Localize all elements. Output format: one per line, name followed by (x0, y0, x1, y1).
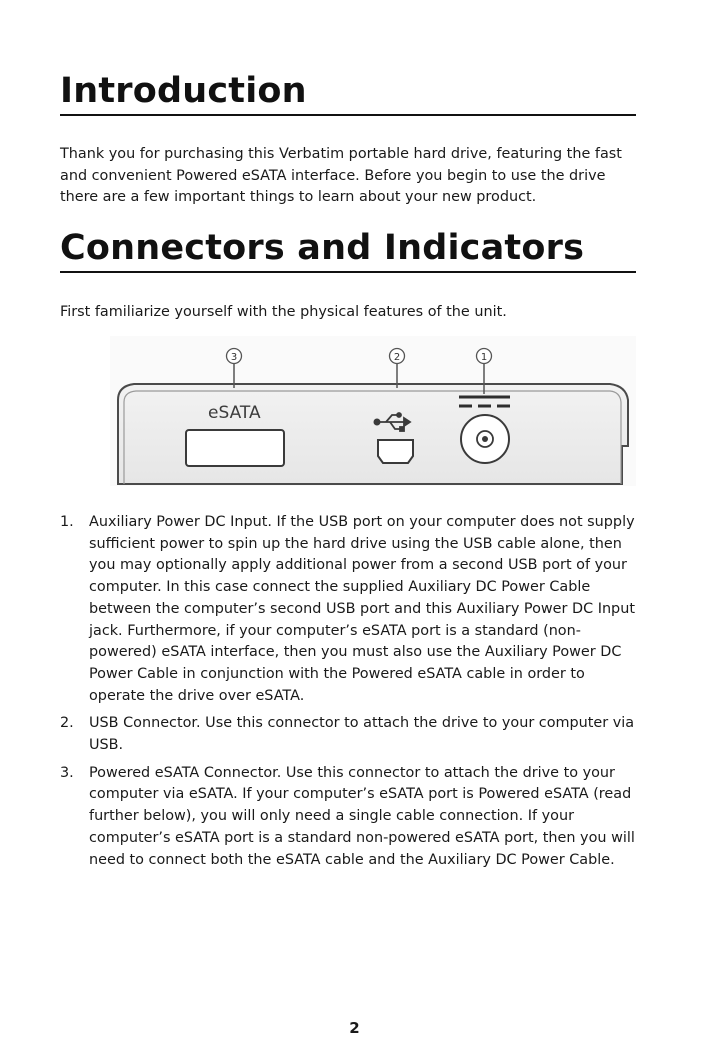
list-item-number: 1. (60, 514, 74, 530)
dc-jack-icon (461, 415, 509, 463)
list-item (60, 763, 636, 872)
list-item (60, 512, 636, 707)
list-item (60, 713, 636, 756)
connectors-heading: Connectors and Indicators (60, 228, 585, 268)
introduction-paragraph: Thank you for purchasing this Verbatim portable hard drive, featuring the fast and convenient Powered eSATA interface. Before you begin to use the drive there are a few important things to learn about your new product. (60, 146, 622, 206)
callout-1-label: 1 (480, 352, 488, 363)
esata-port-icon (186, 430, 284, 466)
connector-panel-figure (110, 336, 636, 486)
callout-2-label: 2 (393, 352, 401, 363)
introduction-heading: Introduction (60, 71, 307, 111)
esata-label: eSATA (208, 403, 261, 423)
list-item-number: 2. (60, 715, 74, 732)
introduction-divider (60, 114, 636, 116)
connectors-paragraph: First familiarize yourself with the physical features of the unit. (60, 304, 507, 320)
list-item-text: Powered eSATA Connector. Use this connector to attach the drive to your computer via eSATA. If your computer’s eSATA port is Powered eSATA (read further below), you will only need a single cable connection. If your computer’s eSATA port is a standard non-powered eSATA port, then you will need to connect both the eSATA cable and the Auxiliary DC Power Cable. (89, 764, 635, 868)
list-item-text: USB Connector. Use this connector to attach the drive to your computer via USB. (89, 715, 635, 754)
page-number: 2 (349, 1019, 360, 1037)
list-item-text: Auxiliary Power DC Input. If the USB port on your computer does not supply sufficient power to spin up the hard drive using the USB cable alone, then you may optionally apply additional power from a second USB port of your computer. In this case connect the supplied Auxiliary DC Power Cable between the computer’s second USB port and this Auxiliary Power DC Input jack. Furthermore, if your computer’s eSATA port is a standard (non-powered) eSATA interface, then you must also use the Auxiliary Power DC Power Cable in conjunction with the Powered eSATA cable in order to operate the drive over eSATA. (89, 514, 635, 704)
callout-3-label: 3 (230, 352, 238, 363)
mini-usb-port-icon (378, 440, 413, 463)
list-item-number: 3. (60, 764, 74, 781)
connectors-divider (60, 271, 636, 273)
connector-list (60, 512, 636, 877)
